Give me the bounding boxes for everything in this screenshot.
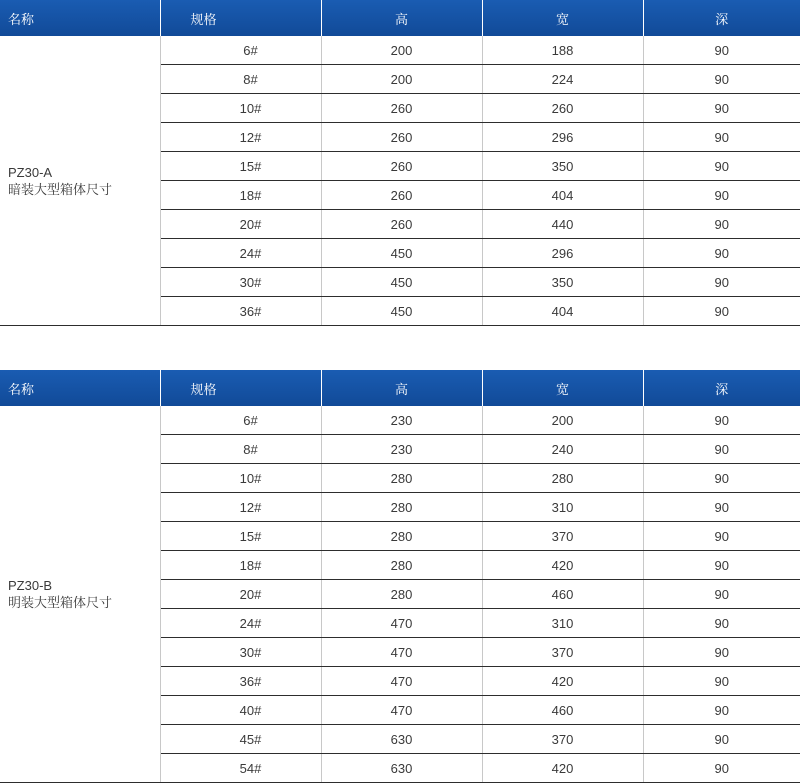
spec-cell: 30# <box>160 268 321 297</box>
height-cell: 470 <box>321 667 482 696</box>
height-cell: 470 <box>321 638 482 667</box>
width-cell: 200 <box>482 406 643 435</box>
height-cell: 200 <box>321 36 482 65</box>
header-name: 名称 <box>0 0 160 36</box>
width-cell: 240 <box>482 435 643 464</box>
height-cell: 280 <box>321 522 482 551</box>
height-cell: 260 <box>321 94 482 123</box>
header-depth: 深 <box>643 370 800 406</box>
depth-cell: 90 <box>643 123 800 152</box>
spec-cell: 36# <box>160 297 321 326</box>
spec-cell: 30# <box>160 638 321 667</box>
depth-cell: 90 <box>643 435 800 464</box>
table-row <box>0 36 800 65</box>
depth-cell: 90 <box>643 522 800 551</box>
spec-cell: 36# <box>160 667 321 696</box>
spec-cell: 8# <box>160 65 321 94</box>
dimension-table-pz30-b <box>0 370 800 783</box>
spec-cell: 12# <box>160 123 321 152</box>
width-cell: 420 <box>482 754 643 783</box>
header-height: 高 <box>321 370 482 406</box>
depth-cell: 90 <box>643 725 800 754</box>
width-cell: 440 <box>482 210 643 239</box>
height-cell: 280 <box>321 464 482 493</box>
spec-cell: 24# <box>160 609 321 638</box>
description-label: 暗装大型箱体尺寸 <box>8 181 113 197</box>
header-spec: 规格 <box>160 0 321 36</box>
width-cell: 280 <box>482 464 643 493</box>
spec-cell: 40# <box>160 696 321 725</box>
width-cell: 296 <box>482 123 643 152</box>
width-cell: 404 <box>482 297 643 326</box>
height-cell: 260 <box>321 123 482 152</box>
description-label: 明装大型箱体尺寸 <box>8 595 113 610</box>
height-cell: 230 <box>321 435 482 464</box>
header-name: 名称 <box>0 370 160 406</box>
header-width: 宽 <box>482 0 643 36</box>
depth-cell: 90 <box>643 406 800 435</box>
height-cell: 230 <box>321 406 482 435</box>
dimension-table-pz30-a <box>0 0 800 326</box>
spec-cell: 6# <box>160 406 321 435</box>
width-cell: 370 <box>482 725 643 754</box>
depth-cell: 90 <box>643 210 800 239</box>
height-cell: 280 <box>321 551 482 580</box>
width-cell: 420 <box>482 551 643 580</box>
width-cell: 404 <box>482 181 643 210</box>
depth-cell: 90 <box>643 36 800 65</box>
height-cell: 260 <box>321 152 482 181</box>
depth-cell: 90 <box>643 65 800 94</box>
depth-cell: 90 <box>643 464 800 493</box>
width-cell: 310 <box>482 609 643 638</box>
height-cell: 630 <box>321 754 482 783</box>
width-cell: 350 <box>482 152 643 181</box>
height-cell: 260 <box>321 181 482 210</box>
width-cell: 460 <box>482 580 643 609</box>
depth-cell: 90 <box>643 580 800 609</box>
table-row <box>0 406 800 435</box>
height-cell: 450 <box>321 268 482 297</box>
height-cell: 260 <box>321 210 482 239</box>
depth-cell: 90 <box>643 493 800 522</box>
header-spec: 规格 <box>160 370 321 406</box>
spec-cell: 20# <box>160 580 321 609</box>
height-cell: 470 <box>321 609 482 638</box>
product-name-cell <box>0 406 160 783</box>
width-cell: 296 <box>482 239 643 268</box>
spec-cell: 20# <box>160 210 321 239</box>
width-cell: 310 <box>482 493 643 522</box>
spec-cell: 6# <box>160 36 321 65</box>
depth-cell: 90 <box>643 152 800 181</box>
spec-cell: 10# <box>160 464 321 493</box>
spec-cell: 24# <box>160 239 321 268</box>
depth-cell: 90 <box>643 551 800 580</box>
table-body <box>0 406 800 783</box>
spec-cell: 8# <box>160 435 321 464</box>
spec-cell: 15# <box>160 522 321 551</box>
spec-cell: 12# <box>160 493 321 522</box>
header-height: 高 <box>321 0 482 36</box>
spec-cell: 54# <box>160 754 321 783</box>
width-cell: 370 <box>482 638 643 667</box>
depth-cell: 90 <box>643 239 800 268</box>
table-body <box>0 36 800 326</box>
spec-cell: 18# <box>160 551 321 580</box>
width-cell: 420 <box>482 667 643 696</box>
spec-cell: 45# <box>160 725 321 754</box>
header-depth: 深 <box>643 0 800 36</box>
model-label: PZ30-A <box>8 164 53 180</box>
model-label: PZ30-B <box>8 578 53 593</box>
depth-cell: 90 <box>643 297 800 326</box>
depth-cell: 90 <box>643 754 800 783</box>
depth-cell: 90 <box>643 638 800 667</box>
height-cell: 470 <box>321 696 482 725</box>
width-cell: 350 <box>482 268 643 297</box>
width-cell: 260 <box>482 94 643 123</box>
height-cell: 280 <box>321 493 482 522</box>
product-name-cell <box>0 36 160 326</box>
height-cell: 200 <box>321 65 482 94</box>
depth-cell: 90 <box>643 94 800 123</box>
depth-cell: 90 <box>643 696 800 725</box>
table-header-row <box>0 370 800 406</box>
depth-cell: 90 <box>643 268 800 297</box>
spec-cell: 15# <box>160 152 321 181</box>
depth-cell: 90 <box>643 181 800 210</box>
depth-cell: 90 <box>643 609 800 638</box>
table-header-row <box>0 0 800 36</box>
height-cell: 450 <box>321 239 482 268</box>
depth-cell: 90 <box>643 667 800 696</box>
width-cell: 370 <box>482 522 643 551</box>
height-cell: 630 <box>321 725 482 754</box>
header-width: 宽 <box>482 370 643 406</box>
width-cell: 224 <box>482 65 643 94</box>
height-cell: 450 <box>321 297 482 326</box>
width-cell: 188 <box>482 36 643 65</box>
spec-cell: 10# <box>160 94 321 123</box>
spec-cell: 18# <box>160 181 321 210</box>
width-cell: 460 <box>482 696 643 725</box>
height-cell: 280 <box>321 580 482 609</box>
